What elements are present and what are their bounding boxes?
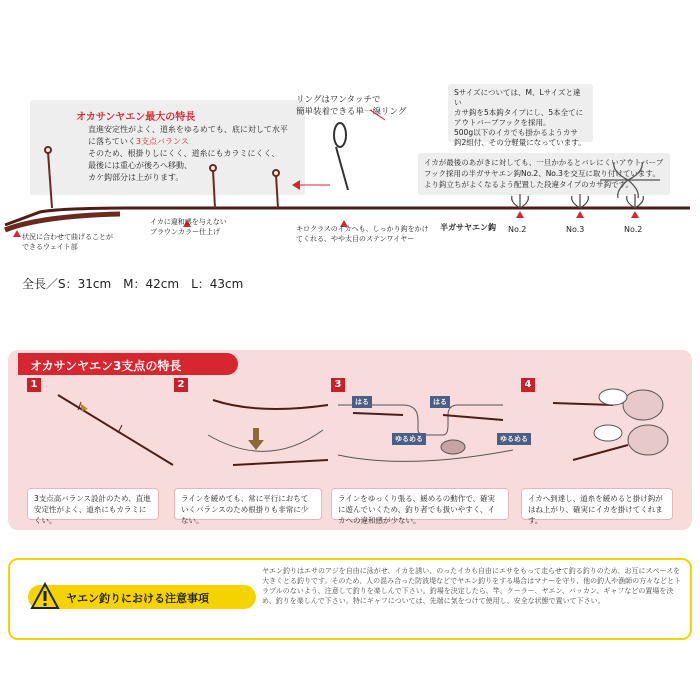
step-2-caption: ラインを緩めても、常に平行におちていくバランスのため根掛りも非常に少ない。: [174, 488, 322, 520]
hook-no-2: No.3: [566, 225, 585, 234]
caution-text: ヤエン釣りはエサのアジを自由に泳がせ、イカを誘い、のったイカも自由にエサをもって走らせて釣る釣りのため、お互にスペースを大きくとる釣りです。そのため、人の混み合った防波堤などでヤエン釣りをする場合はマナーを守り、他の釣人や漁師の方々などとトラブルのないよう、注意して釣りを楽しんで下さい。釣場を決定したら、竿、クーラー、ヤエン、バッカン、ギャフなどの置場を決め、釣りを楽しんで下さい。特にギャフについては、先端に気をつけて使用し、安全な状態で置いて下さい。: [262, 567, 682, 605]
arrow-left-icon: [292, 180, 300, 190]
annot-wire: キロクラスのイカへも、しっかり鈎をかけ てくれる、やや太目のステンワイヤー: [296, 225, 429, 243]
step-1-number: 1: [27, 378, 41, 392]
step-illustrations: [8, 375, 692, 485]
feature-title: オカサンヤエン最大の特長: [76, 112, 196, 123]
s-size-hooks-icon: [600, 162, 660, 198]
annot-brown: イカに違和感を与えない ブラウンカラー仕上げ: [150, 218, 227, 236]
post-2: [210, 165, 216, 208]
hook-cluster-2: [572, 194, 589, 208]
hook-no-3: No.2: [624, 225, 643, 234]
step-2-number: 2: [174, 378, 188, 392]
ring-note: リングはワンタッチで 簡単装着できる単一線リング: [296, 95, 407, 117]
hook-no-1: No.2: [508, 225, 527, 234]
tag-yurumeru-2: ゆるめる: [497, 433, 531, 445]
step-4-number: 4: [521, 378, 535, 392]
annot-weight: 状況に合わせて曲げることが できるウェイト部: [22, 233, 113, 251]
hook-note: イカが最後のあがきに対しても、一旦かかるとバレにくいアウトバーブ フック採用の半ガサヤエン鈎No.2、No.3を交互に取り付けています。 より鈎立ちがよくなるよう配置した段違タイプのカサ鈎です。: [418, 153, 670, 195]
tag-yurumeru-1: ゆるめる: [392, 433, 426, 445]
hook-label: 半ガサヤエン鈎: [440, 223, 496, 232]
tag-haru-2: はる: [430, 396, 450, 408]
three-point-title: オカサンヤエン3支点の特長: [30, 359, 182, 373]
step-3-number: 3: [331, 378, 345, 392]
caution-title: ヤエン釣りにおける注意事項: [66, 592, 209, 605]
step-4-figure: [553, 389, 668, 460]
tag-haru-1: はる: [352, 396, 372, 408]
step-4-caption: イカへ到達し、道糸を緩めると掛け鈎がはね上がり、確実にイカを掛けてくれます。: [521, 488, 673, 520]
hook-cluster-3: [627, 194, 644, 208]
step-3-caption: ラインをゆっくり張る、緩めるの動作で、確実に遊んでいくため、釣り者でも扱いやすく、イカへの違和感が少ない。: [331, 488, 509, 520]
step-1-figure: [58, 395, 173, 465]
hook-cluster-1: [512, 194, 529, 208]
post-3: [273, 170, 279, 208]
post-1: [45, 147, 52, 208]
ring-icon: [334, 123, 348, 190]
step-1-caption: 3支点高バランス設計のため、直進安定性がよく、道糸にもカラミにくい。: [27, 488, 159, 520]
lengths: 全長／S：31cm M：42cm L：43cm: [22, 277, 244, 291]
s-size-note: Sサイズについては、M、Lサイズと違い カサ鈎を5本鈎タイプにし、5本全てに アウトバーブフックを採用。 500g以下のイカでも掛かるようカサ 鈎2組付、その分軽量になっています。: [448, 84, 593, 142]
feature-text: 直進安定性がよく、道糸をゆるめても、底に対して水平 に落ちていく3支点バランス そのため、根掛りしにくく、道糸にもカラミにくく、 最後には重心が後ろへ移動、 カケ鈎部分は上がります。: [88, 125, 288, 182]
warning-icon: [30, 582, 60, 610]
step-2-figure: [208, 400, 328, 465]
